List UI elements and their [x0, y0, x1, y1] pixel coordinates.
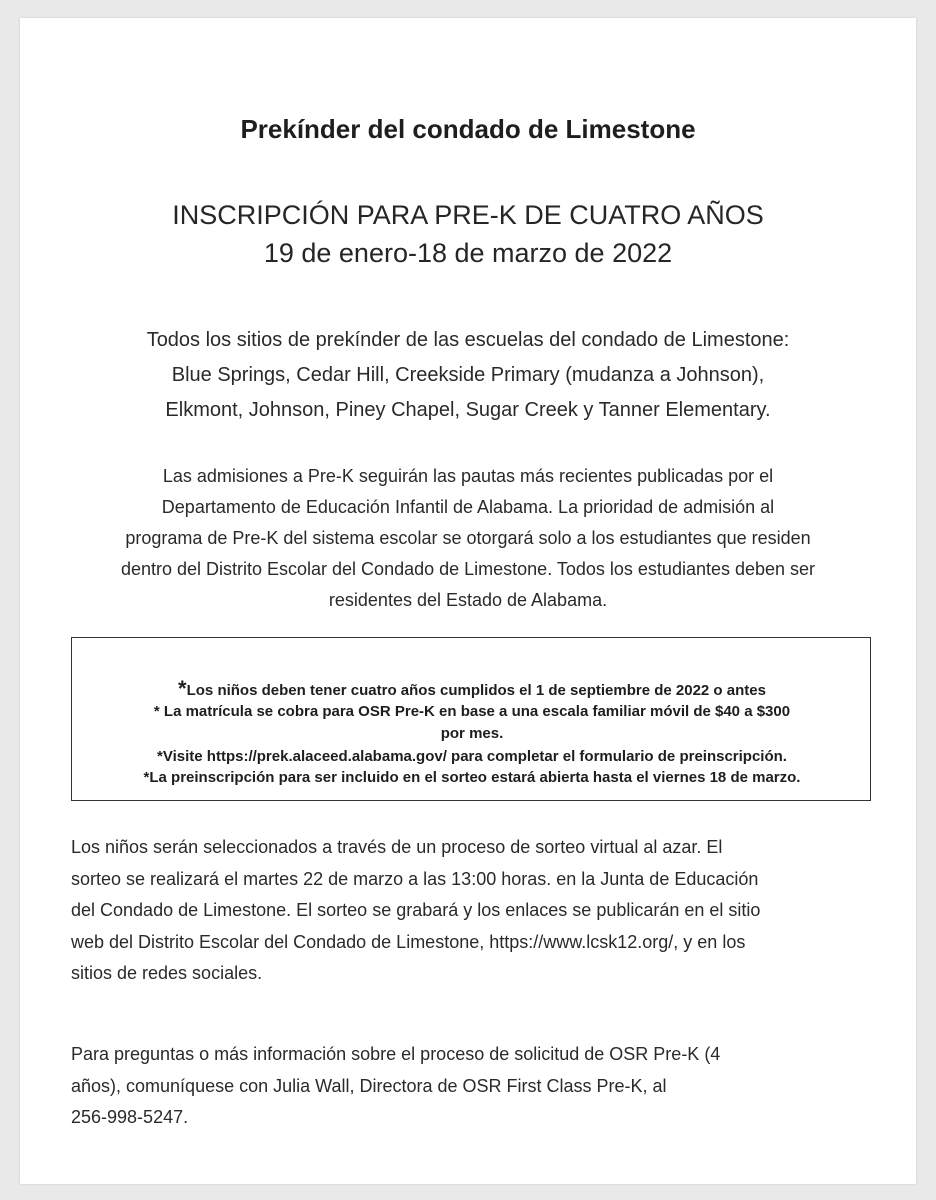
- lottery-line: del Condado de Limestone. El sorteo se grabará y los enlaces se publicarán en el sitio: [71, 900, 761, 920]
- sites-line: Todos los sitios de prekínder de las escuelas del condado de Limestone:: [146, 329, 790, 351]
- document-page: [20, 18, 916, 1184]
- sites-paragraph: [60, 323, 876, 428]
- contact-line: años), comuníquese con Julia Wall, Directora de OSR First Class Pre-K, al: [71, 1075, 667, 1096]
- admissions-line: dentro del Distrito Escolar del Condado de Limestone. Todos los estudiantes deben ser: [120, 559, 816, 579]
- admissions-line: programa de Pre-K del sistema escolar se otorgará solo a los estudiantes que residen: [125, 528, 811, 548]
- lottery-line: sorteo se realizará el martes 22 de marzo a las 13:00 horas. en la Junta de Educación: [71, 868, 759, 889]
- contact-line: Para preguntas o más información sobre el proceso de solicitud de OSR Pre-K (4: [71, 1044, 721, 1064]
- admissions-line: residentes del Estado de Alabama.: [328, 590, 608, 610]
- sites-line: Elkmont, Johnson, Piney Chapel, Sugar Creek y Tanner Elementary.: [165, 399, 771, 421]
- requirement-age-text: Los niños deben tener cuatro años cumplidos el 1 de septiembre de 2022 o antes: [186, 682, 766, 699]
- lottery-line: Los niños serán seleccionados a través de un proceso de sorteo virtual al azar. El: [71, 837, 723, 857]
- contact-line: 256-998-5247.: [71, 1107, 189, 1127]
- lottery-line: web del Distrito Escolar del Condado de Limestone, https://www.lcsk12.org/, y en los: [71, 931, 746, 952]
- requirement-tuition-cont: por mes.: [440, 725, 504, 742]
- registration-heading: INSCRIPCIÓN PARA PRE-K DE CUATRO AÑOS: [172, 200, 764, 230]
- asterisk-mark: *: [178, 676, 187, 701]
- admissions-line: Departamento de Educación Infantil de Alabama. La prioridad de admisión al: [161, 497, 775, 517]
- requirements-box: [71, 637, 871, 801]
- document-title: Prekínder del condado de Limestone: [240, 114, 696, 144]
- requirement-website: *Visite https://prek.alaceed.alabama.gov/ para completar el formulario de preinscripción.: [157, 748, 787, 765]
- lottery-paragraph: [71, 832, 871, 990]
- requirement-age: [72, 676, 872, 702]
- admissions-paragraph: [60, 461, 876, 616]
- lottery-line: sitios de redes sociales.: [71, 963, 263, 983]
- admissions-line: Las admisiones a Pre-K seguirán las pautas más recientes publicadas por el: [162, 466, 774, 486]
- requirement-tuition: * La matrícula se cobra para OSR Pre-K en base a una escala familiar móvil de $40 a $300: [153, 703, 791, 720]
- registration-dates: 19 de enero-18 de marzo de 2022: [263, 238, 673, 268]
- sites-line: Blue Springs, Cedar Hill, Creekside Primary (mudanza a Johnson),: [171, 364, 765, 386]
- contact-paragraph: [71, 1039, 871, 1134]
- requirement-deadline: *La preinscripción para ser incluido en el sorteo estará abierta hasta el viernes 18 de marzo.: [143, 769, 801, 786]
